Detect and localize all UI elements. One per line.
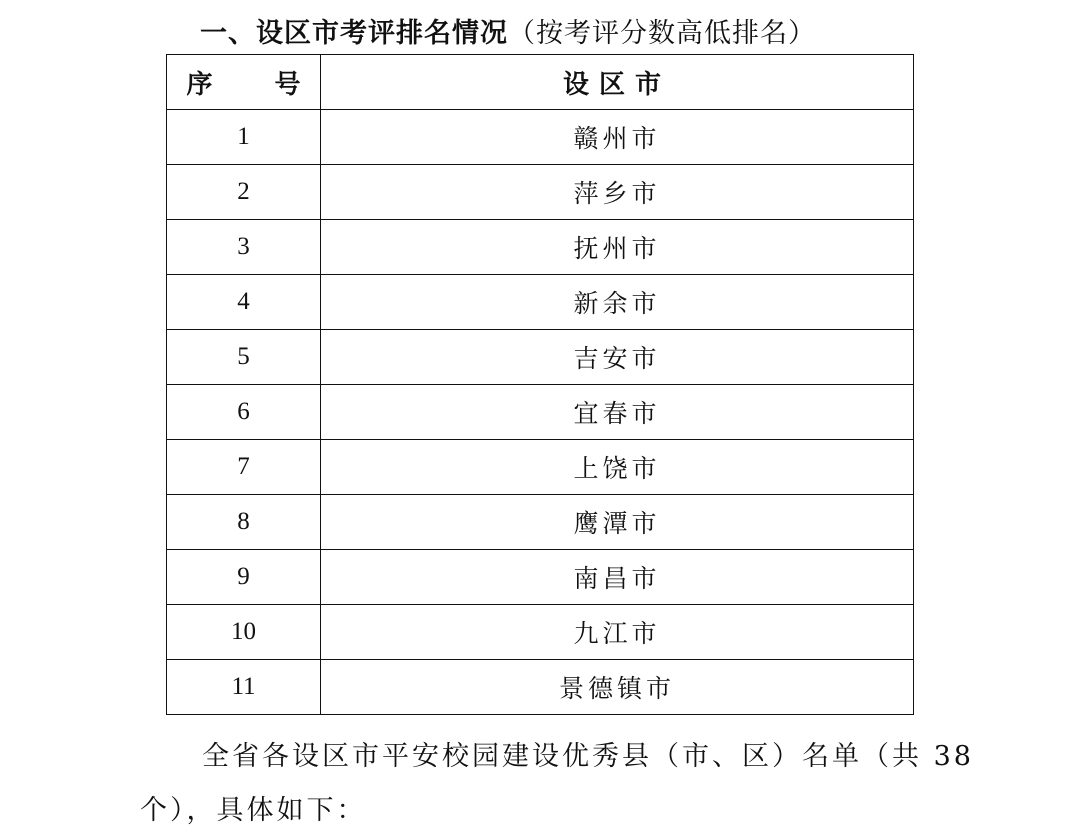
row-city: 赣州市 bbox=[321, 110, 914, 165]
row-city: 鹰潭市 bbox=[321, 495, 914, 550]
table-row bbox=[167, 550, 914, 605]
row-index: 1 bbox=[167, 110, 321, 165]
header-index bbox=[167, 55, 321, 110]
row-index: 7 bbox=[167, 440, 321, 495]
table-row bbox=[167, 330, 914, 385]
paragraph-line-2: 个），具体如下： bbox=[140, 795, 367, 826]
table-row bbox=[167, 220, 914, 275]
table-row bbox=[167, 440, 914, 495]
row-index: 10 bbox=[167, 605, 321, 660]
row-index: 4 bbox=[167, 275, 321, 330]
row-city: 景德镇市 bbox=[321, 660, 914, 715]
row-city: 吉安市 bbox=[321, 330, 914, 385]
row-index: 3 bbox=[167, 220, 321, 275]
row-index: 5 bbox=[167, 330, 321, 385]
row-city: 上饶市 bbox=[321, 440, 914, 495]
header-index-char-2: 号 bbox=[274, 69, 301, 100]
table-row bbox=[167, 495, 914, 550]
section-heading-main: 一、设区市考评排名情况 bbox=[200, 18, 508, 49]
paragraph-line-1: 全省各设区市平安校园建设优秀县（市、区）名单（共 38 bbox=[202, 741, 974, 772]
table-row bbox=[167, 165, 914, 220]
row-city: 抚州市 bbox=[321, 220, 914, 275]
row-index: 8 bbox=[167, 495, 321, 550]
row-city: 九江市 bbox=[321, 605, 914, 660]
table-row bbox=[167, 605, 914, 660]
row-index: 9 bbox=[167, 550, 321, 605]
ranking-table bbox=[166, 54, 914, 715]
header-index-char-1: 序 bbox=[186, 69, 213, 100]
row-index: 11 bbox=[167, 660, 321, 715]
section-heading bbox=[200, 14, 816, 54]
row-index: 2 bbox=[167, 165, 321, 220]
row-city: 萍乡市 bbox=[321, 165, 914, 220]
table-row bbox=[167, 275, 914, 330]
table-body bbox=[167, 110, 914, 715]
row-index: 6 bbox=[167, 385, 321, 440]
row-city: 宜春市 bbox=[321, 385, 914, 440]
row-city: 南昌市 bbox=[321, 550, 914, 605]
table-row bbox=[167, 110, 914, 165]
row-city: 新余市 bbox=[321, 275, 914, 330]
table-row bbox=[167, 385, 914, 440]
table-row bbox=[167, 660, 914, 715]
header-city: 设区市 bbox=[321, 55, 914, 110]
table-header-row bbox=[167, 55, 914, 110]
section-heading-note: （按考评分数高低排名） bbox=[508, 18, 816, 49]
